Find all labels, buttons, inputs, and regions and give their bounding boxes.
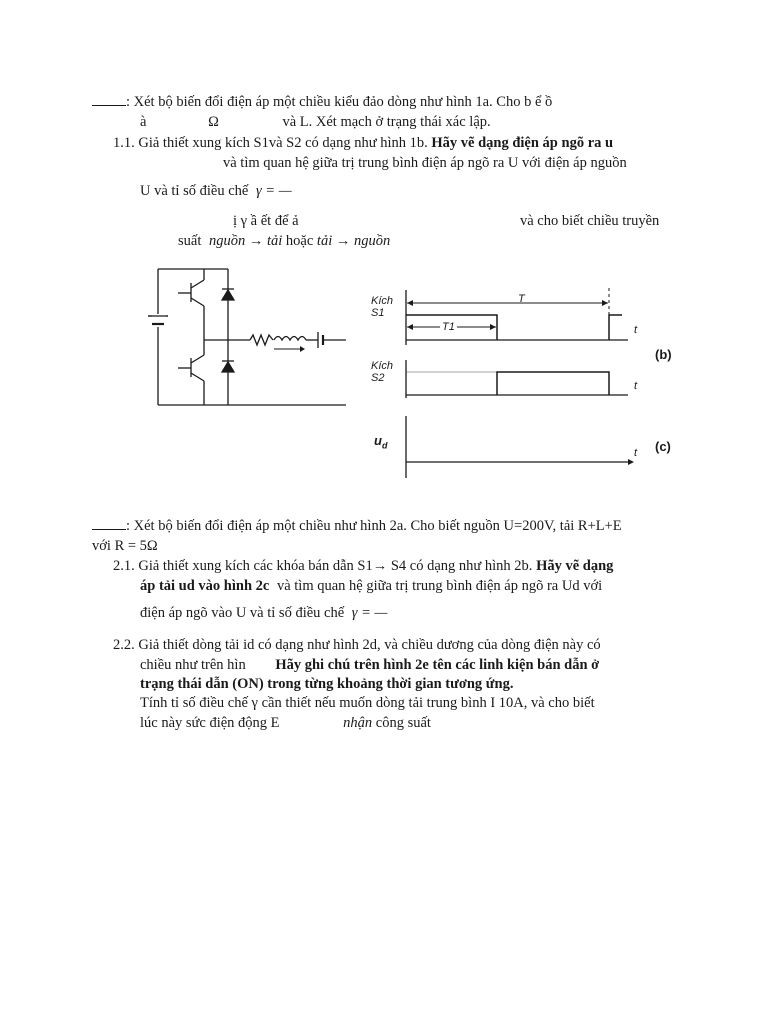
question-1-1-line3: U và tỉ số điều chế γ = — <box>140 183 292 199</box>
s2-pulse <box>497 372 609 395</box>
inductor-l <box>274 337 306 341</box>
question-2-1-line1: 2.1. Giả thiết xung kích các khóa bán dẫn S1→ S4 có dạng như hình 2b. Hãy vẽ dạng <box>113 558 614 574</box>
problem2-line2: với R = 5Ω <box>92 538 158 554</box>
question-2-1-line3: điện áp ngõ vào U và tỉ số điều chế γ = — <box>140 605 388 621</box>
problem1-line1: : Xét bộ biến đổi điện áp một chiều kiểu đảo dòng như hình 1a. Cho b ể ồ <box>92 93 552 111</box>
question-1-2-line1-right: và cho biết chiều truyền <box>520 213 660 229</box>
figure-c-label: (c) <box>655 439 671 454</box>
question-1-1-line2: và tìm quan hệ giữa trị trung bình điện áp ngõ ra U với điện áp nguồn <box>223 155 627 171</box>
problem2-line1: : Xét bộ biến đổi điện áp một chiều như hình 2a. Cho biết nguồn U=200V, tải R+L+E <box>92 517 622 535</box>
ud-label: $u_d$ <box>374 433 388 451</box>
time-label-s1: t <box>634 324 638 336</box>
resistor-r <box>250 335 273 345</box>
question-1-2-line2: suất nguồn → tải hoặc tải → nguồn <box>178 233 391 249</box>
current-arrow <box>300 346 305 352</box>
period-label: T <box>518 293 525 305</box>
question-2-2-line5: lúc này sức điện động E nhận công suất <box>140 715 431 731</box>
s1-pulse-next <box>609 315 622 340</box>
question-2-2-line4: Tính tỉ số điều chế γ cần thiết nếu muốn dòng tải trung bình I 10A, và cho biết <box>140 695 595 711</box>
kich-s1-label: Kích S1 <box>371 295 394 319</box>
t1-label: T1 <box>440 318 457 336</box>
question-2-1-line2: áp tải ud vào hình 2c và tìm quan hệ giữa trị trung bình điện áp ngõ ra Ud với <box>140 578 603 594</box>
question-2-2-line1: 2.2. Giả thiết dòng tải id có dạng như hình 2d, và chiều dương của dòng điện này có <box>113 637 601 653</box>
kich-s2-label: Kích S2 <box>371 360 394 384</box>
diode-d2 <box>222 362 234 372</box>
problem1-line2: à Ω và L. Xét mạch ở trạng thái xác lập. <box>140 114 491 130</box>
question-1-2-line1: ị γ ầ ết để ả <box>233 213 299 229</box>
question-2-2-line2: chiều như trên hìn Hãy ghi chú trên hình 2e tên các linh kiện bán dẫn ở <box>140 657 600 673</box>
time-label-s2: t <box>634 380 638 392</box>
blank-underline <box>92 517 126 530</box>
question-2-2-line3: trạng thái dẫn (ON) trong từng khoảng thời gian tương ứng. <box>140 676 514 692</box>
diode-d1 <box>222 290 234 300</box>
figure-b-label: (b) <box>655 347 672 362</box>
time-label-ud: t <box>634 447 638 459</box>
question-1-1-line1: 1.1. Giả thiết xung kích S1và S2 có dạng như hình 1b. Hãy vẽ dạng điện áp ngõ ra u <box>113 135 614 151</box>
